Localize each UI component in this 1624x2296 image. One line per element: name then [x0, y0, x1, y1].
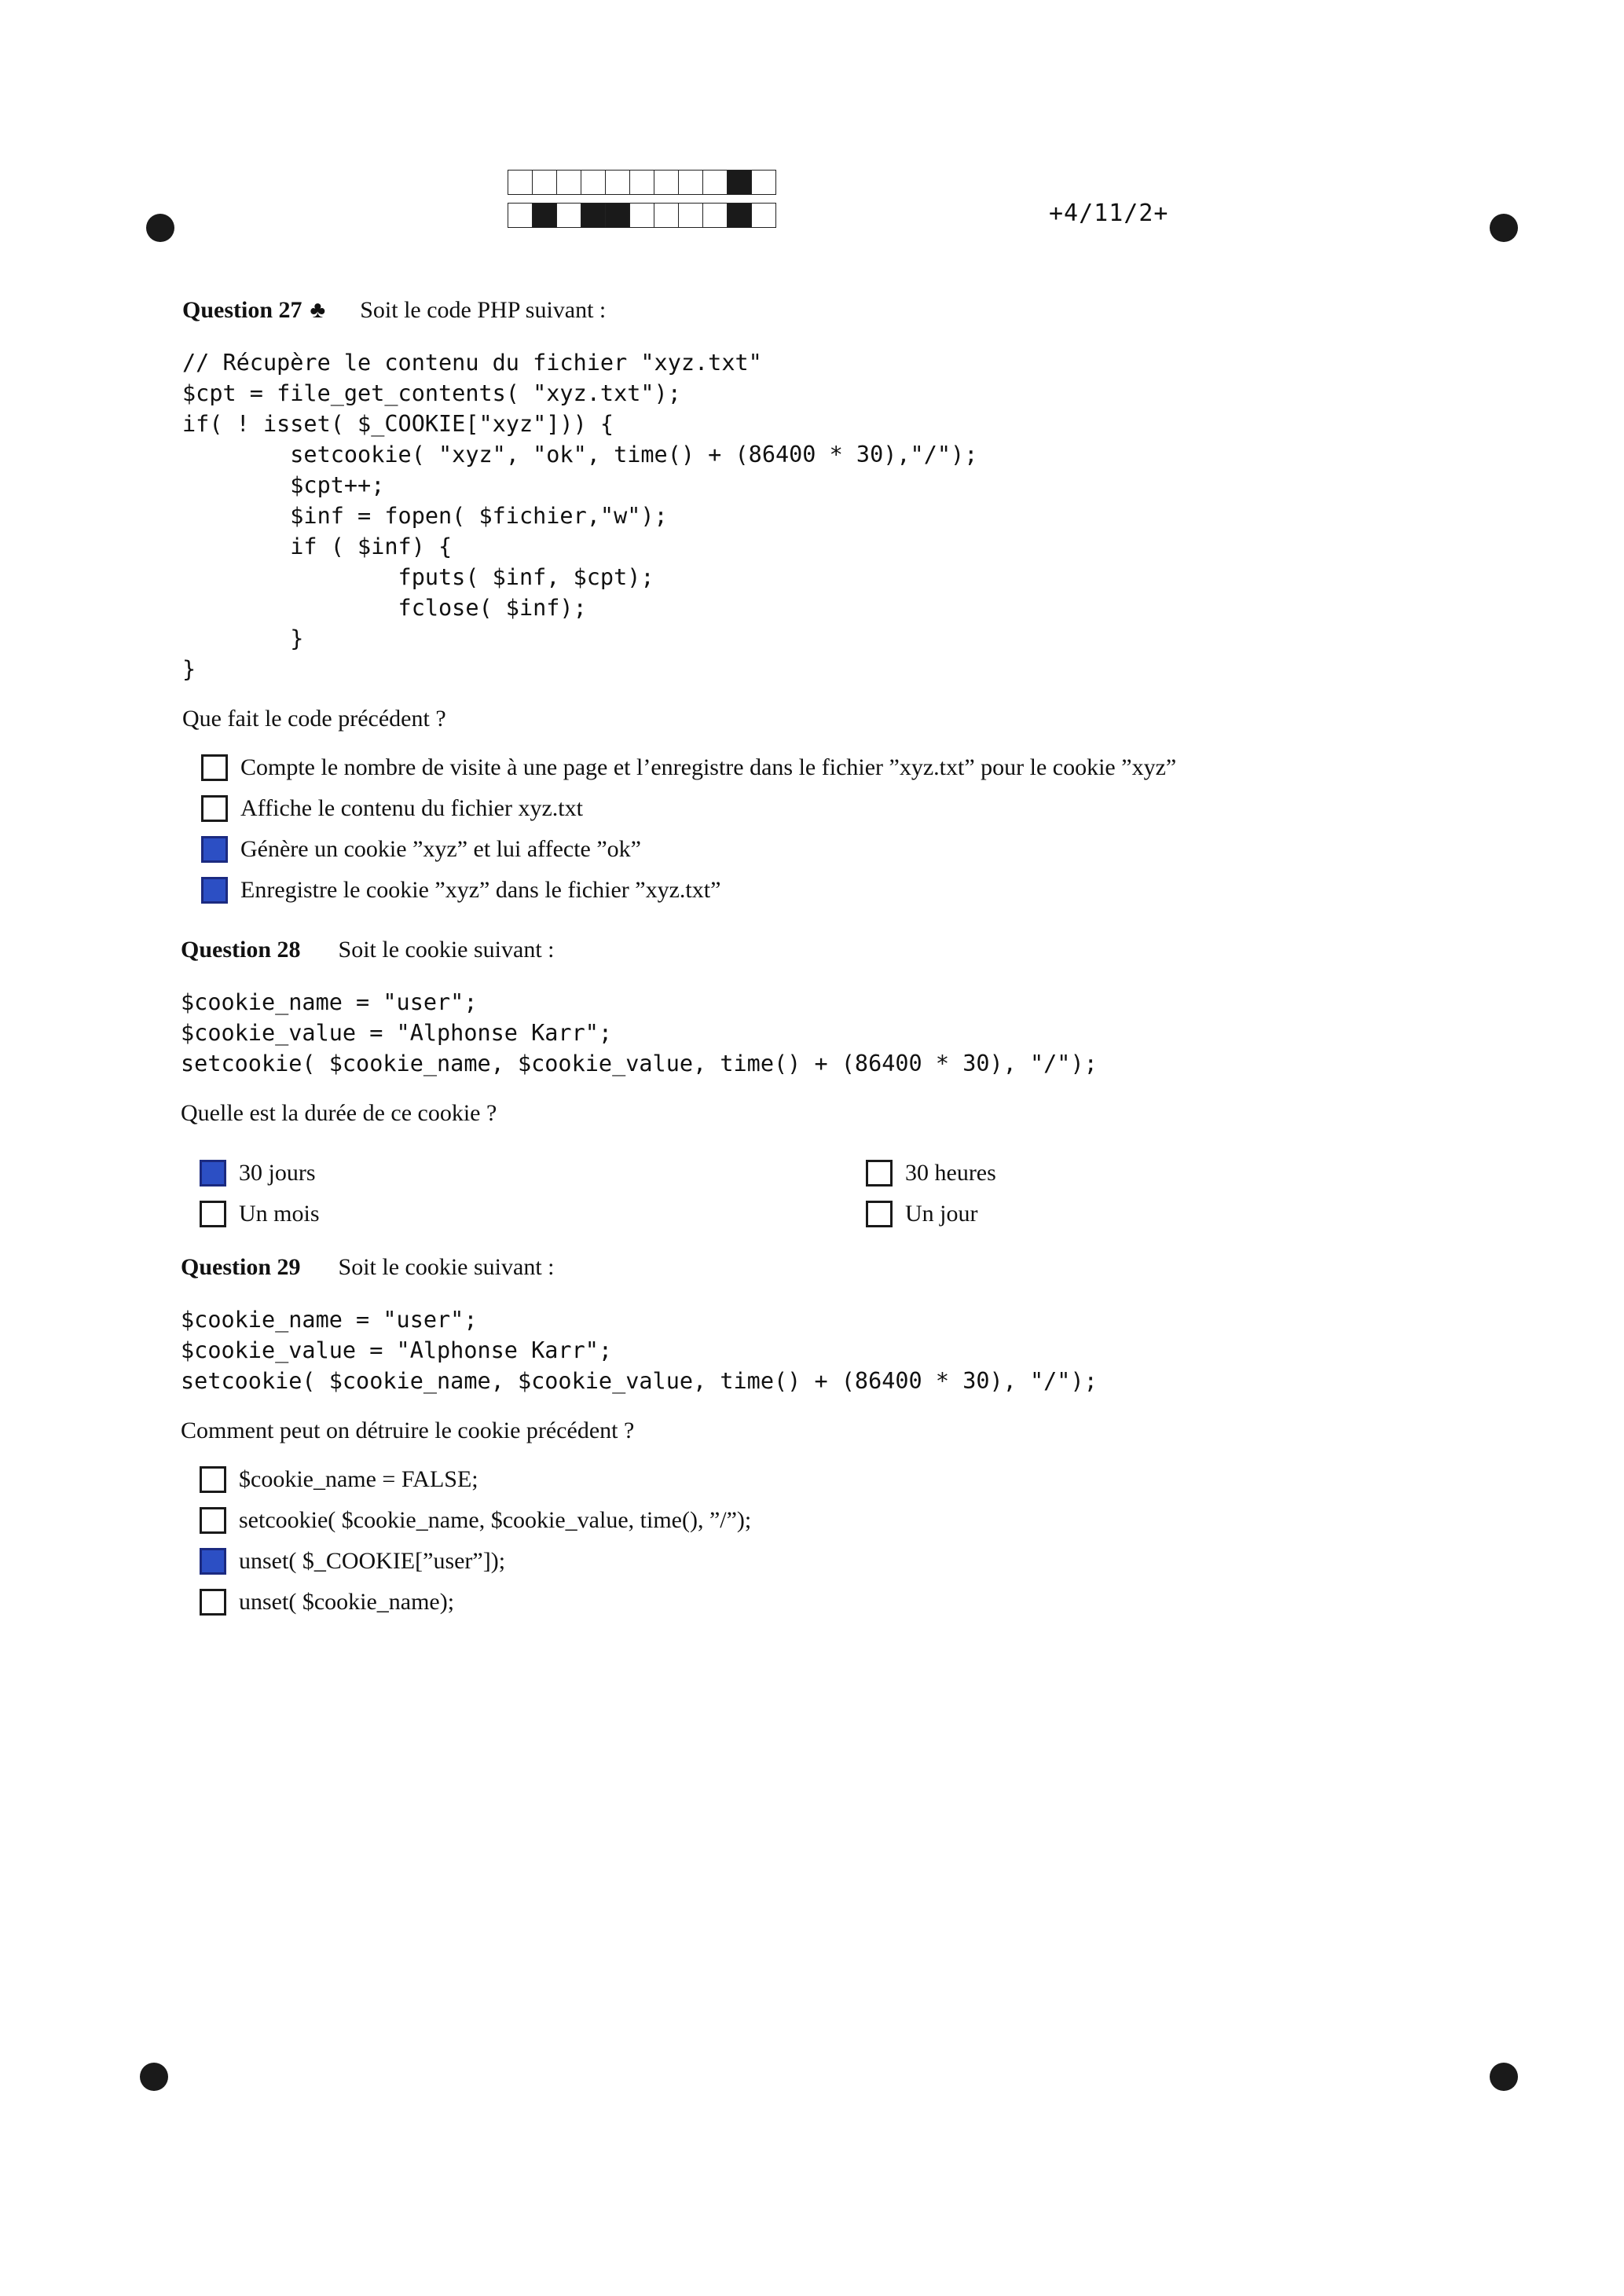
registration-mark-top-left	[146, 214, 174, 242]
barcode-cell	[532, 170, 557, 195]
checkbox[interactable]	[201, 754, 228, 781]
answer-option[interactable]	[201, 877, 720, 904]
registration-mark-bottom-right	[1490, 2063, 1518, 2091]
barcode-cell	[629, 170, 654, 195]
barcode-cell	[654, 203, 679, 228]
barcode-cell	[751, 170, 776, 195]
answer-option[interactable]	[866, 1201, 978, 1227]
barcode-cell	[727, 203, 752, 228]
barcode-cell	[581, 170, 606, 195]
checkbox[interactable]	[200, 1160, 226, 1187]
barcode-cell	[605, 203, 630, 228]
answer-option[interactable]	[200, 1548, 505, 1575]
php-code-block: $cookie_name = "user"; $cookie_value = "Alphonse Karr"; setcookie( $cookie_name, $cookie_value, time() + (86400 * 30), "/");	[181, 989, 1098, 1076]
checkbox[interactable]	[201, 836, 228, 863]
barcode-cell	[556, 170, 581, 195]
answer-option[interactable]	[200, 1589, 454, 1616]
barcode-cell	[581, 203, 606, 228]
club-icon: ♣	[310, 297, 326, 323]
barcode-cell	[727, 170, 752, 195]
barcode-cell	[702, 203, 728, 228]
answer-option[interactable]	[200, 1507, 751, 1534]
barcode-cell	[532, 203, 557, 228]
barcode-cell	[702, 170, 728, 195]
answer-option[interactable]	[200, 1201, 320, 1227]
option-label: 30 jours	[239, 1160, 316, 1186]
barcode-cell	[751, 203, 776, 228]
barcode-cell	[654, 170, 679, 195]
barcode-cell	[678, 170, 703, 195]
registration-mark-bottom-left	[140, 2063, 168, 2091]
option-label: Enregistre le cookie ”xyz” dans le fichier ”xyz.txt”	[240, 877, 721, 903]
checkbox[interactable]	[200, 1201, 226, 1227]
option-label: unset( $cookie_name);	[239, 1589, 455, 1615]
checkbox[interactable]	[866, 1201, 893, 1227]
question-label: Question 27	[182, 297, 302, 323]
option-label: $cookie_name = FALSE;	[239, 1466, 478, 1492]
option-label: Génère un cookie ”xyz” et lui affecte ”ok”	[240, 836, 641, 862]
barcode-cell	[556, 203, 581, 228]
barcode-cell	[508, 203, 533, 228]
question-27-header	[182, 297, 606, 324]
answer-option[interactable]	[200, 1466, 478, 1493]
question-intro: Soit le cookie suivant :	[338, 1254, 555, 1280]
option-label: Affiche le contenu du fichier xyz.txt	[240, 795, 583, 821]
option-label: setcookie( $cookie_name, $cookie_value, time(), ”/”);	[239, 1507, 752, 1533]
question-prompt: Comment peut on détruire le cookie précédent ?	[181, 1418, 635, 1443]
checkbox[interactable]	[200, 1589, 226, 1616]
checkbox[interactable]	[201, 877, 228, 904]
question-28-header	[181, 937, 555, 963]
checkbox[interactable]	[866, 1160, 893, 1187]
question-label: Question 29	[181, 1254, 301, 1280]
barcode-row-1	[508, 170, 776, 195]
answer-option[interactable]	[201, 754, 1176, 781]
page-code: +4/11/2+	[1049, 200, 1169, 227]
barcode-cell	[678, 203, 703, 228]
checkbox[interactable]	[201, 795, 228, 822]
page-barcode	[508, 170, 776, 236]
answer-option[interactable]	[200, 1160, 316, 1187]
php-code-block: $cookie_name = "user"; $cookie_value = "Alphonse Karr"; setcookie( $cookie_name, $cookie_value, time() + (86400 * 30), "/");	[181, 1307, 1098, 1394]
barcode-cell	[605, 170, 630, 195]
option-label: Un jour	[905, 1201, 978, 1227]
question-29-header	[181, 1254, 555, 1281]
barcode-cell	[508, 170, 533, 195]
answer-option[interactable]	[866, 1160, 996, 1187]
question-label: Question 28	[181, 937, 301, 963]
option-label: unset( $_COOKIE[”user”]);	[239, 1548, 506, 1574]
answer-option[interactable]	[201, 836, 641, 863]
php-code-block: // Récupère le contenu du fichier "xyz.txt" $cpt = file_get_contents( "xyz.txt"); if( ! isset( $_COOKIE["xyz"])) { setcookie( "xyz", "ok", time() + (86400 * 30),"/"); $cpt++; $inf = fopen( $fichier,"w"); if ( $inf) { fputs( $inf, $cpt); fclose( $inf); } }	[182, 350, 978, 682]
checkbox[interactable]	[200, 1507, 226, 1534]
option-label: 30 heures	[905, 1160, 996, 1186]
registration-mark-top-right	[1490, 214, 1518, 242]
barcode-row-2	[508, 203, 776, 228]
option-label: Un mois	[239, 1201, 320, 1227]
checkbox[interactable]	[200, 1466, 226, 1493]
question-prompt: Quelle est la durée de ce cookie ?	[181, 1100, 497, 1126]
answer-option[interactable]	[201, 795, 583, 822]
option-label: Compte le nombre de visite à une page et l’enregistre dans le fichier ”xyz.txt” pour le cookie ”xyz”	[240, 754, 1177, 780]
question-intro: Soit le cookie suivant :	[338, 937, 555, 963]
checkbox[interactable]	[200, 1548, 226, 1575]
question-prompt: Que fait le code précédent ?	[182, 706, 446, 732]
question-intro: Soit le code PHP suivant :	[360, 297, 607, 323]
barcode-cell	[629, 203, 654, 228]
